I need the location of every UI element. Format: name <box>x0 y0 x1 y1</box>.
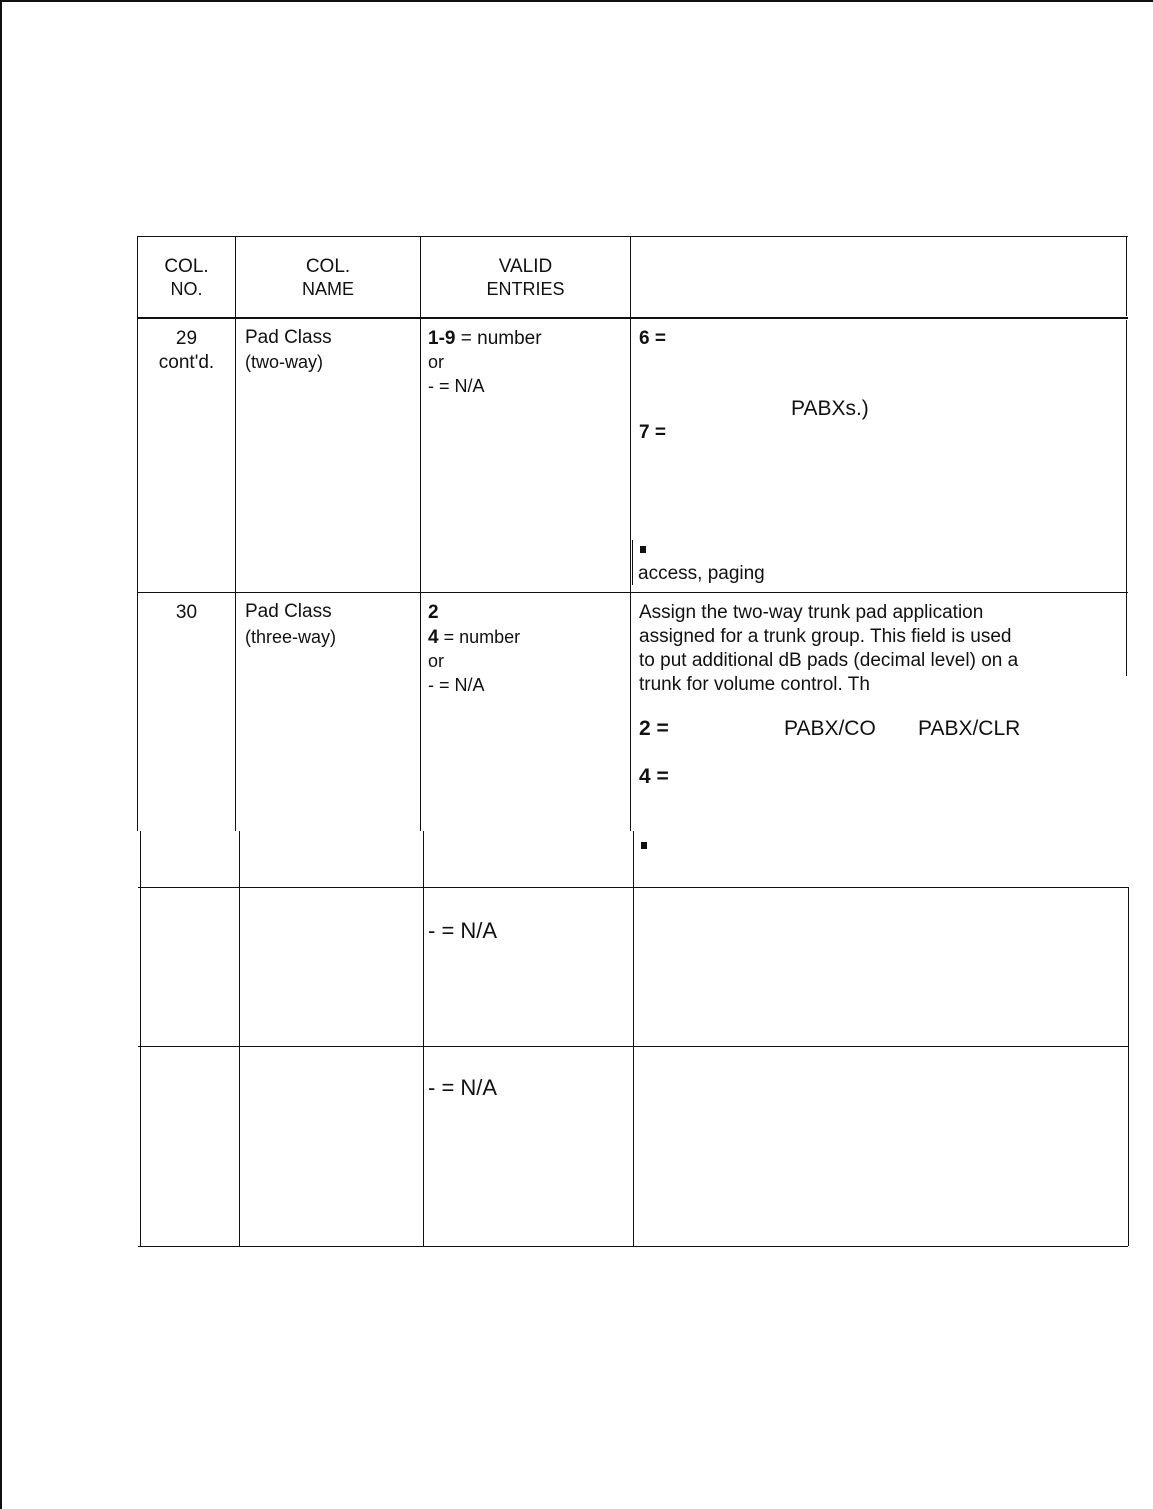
row29-name-line1: Pad Class <box>245 327 332 348</box>
row29-valid-range: 1-9 <box>428 328 456 349</box>
row30-col-no: 30 <box>175 602 198 623</box>
page-border-top <box>0 0 1153 2</box>
row29-valid-line1 <box>428 327 542 351</box>
header-col-no-line1: COL. <box>164 256 209 277</box>
col-line-1 <box>235 236 236 831</box>
col-line-2 <box>420 236 421 831</box>
row30-valid-4: 4 <box>428 627 439 648</box>
row29-no-line1: 29 <box>175 328 198 349</box>
row29-desc-left-tick <box>632 540 633 585</box>
row29-bullet <box>640 546 646 553</box>
row30-valid-line2 <box>428 625 520 650</box>
row29-no-line2: cont'd. <box>158 352 215 373</box>
row30-desc-line4: trunk for volume control. Th <box>639 674 870 695</box>
row29-valid-line2: or <box>428 352 445 372</box>
row30-name-line1: Pad Class <box>245 601 332 622</box>
table-top-line <box>138 236 1128 237</box>
row30-name-line2: (three-way) <box>245 627 337 647</box>
row30-desc-pabx-co: PABX/CO <box>784 717 876 740</box>
row29-desc-access: access, paging <box>638 563 765 584</box>
row30-desc-4: 4 = <box>639 765 669 788</box>
row30-valid-line1: 2 <box>428 602 439 623</box>
row30-desc-2: 2 = <box>639 717 669 740</box>
header-col-name <box>236 255 420 301</box>
row29-valid-line3: - = N/A <box>428 376 485 396</box>
row30-desc-line3: to put additional dB pads (decimal level) on a <box>639 650 1019 671</box>
header-col-name-line1: COL. <box>305 256 351 277</box>
row29-valid-number: = number <box>455 328 542 349</box>
row30-valid-line4: - = N/A <box>428 675 485 695</box>
col-line-0-lower <box>140 831 141 1246</box>
header-valid-entries <box>421 255 630 301</box>
col-line-4b <box>1126 320 1127 676</box>
table-bottom-line <box>138 1246 1128 1247</box>
row32-valid: - = N/A <box>428 1075 498 1100</box>
row29-bottom-line <box>138 592 1128 593</box>
row29-name-line2: (two-way) <box>245 352 324 372</box>
col-line-3 <box>630 236 631 831</box>
row29-desc-6: 6 = <box>639 328 666 349</box>
header-col-name-line2: NAME <box>301 279 354 299</box>
col-line-4-lower <box>1128 887 1129 1246</box>
header-bottom-line <box>138 317 1128 319</box>
header-col-no-line2: NO. <box>170 279 203 299</box>
row30-desc-pabx-clr: PABX/CLR <box>918 717 1021 740</box>
row29-desc-7: 7 = <box>639 422 666 443</box>
page-border-left <box>0 0 2 1509</box>
row30-valid-line3: or <box>428 651 445 671</box>
col-line-1-lower <box>239 831 240 1246</box>
row30-desc-line2: assigned for a trunk group. This field is used <box>639 626 1012 647</box>
row31-valid: - = N/A <box>428 918 498 943</box>
row29-col-no <box>138 327 235 375</box>
header-valid-line2: ENTRIES <box>486 279 565 299</box>
row29-desc-pabxs: PABXs.) <box>791 397 869 420</box>
row30-bullet <box>641 842 647 849</box>
col-line-2-lower <box>423 831 424 1246</box>
row30-desc-line1: Assign the two-way trunk pad application <box>639 602 984 623</box>
col-line-0 <box>137 236 138 831</box>
header-valid-line1: VALID <box>498 256 553 277</box>
col-line-3-lower <box>633 831 634 1246</box>
header-col-no <box>138 255 235 301</box>
row30-valid-number: = number <box>438 627 521 647</box>
col-line-4 <box>1126 236 1127 316</box>
